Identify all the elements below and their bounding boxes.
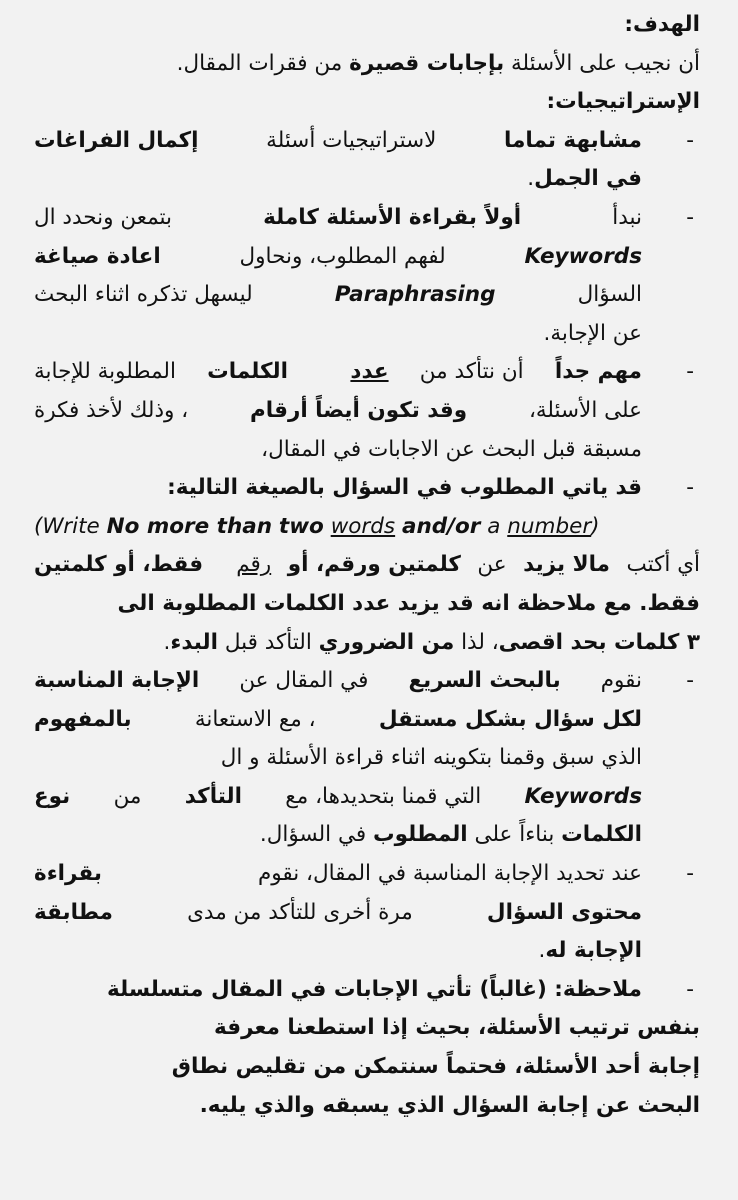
text-run-english (395, 514, 402, 539)
text-run-bold: لكل سؤال بشكل مستقل (378, 706, 642, 732)
text-run: السؤال (577, 282, 642, 308)
text-run: نبدأ (612, 204, 642, 230)
text-run-english: Keywords (524, 783, 642, 809)
text-run-bold: الإجابة له (545, 938, 642, 964)
text-run-underlined: عدد (350, 359, 389, 385)
text-run-english-underlined: words (330, 513, 396, 539)
text-run: عن الإجابة. (543, 320, 642, 346)
text-line (34, 624, 700, 663)
text-run: أن نجيب على الأسئلة (504, 50, 700, 76)
text-run-english-bold: two (278, 513, 324, 539)
strategies-list-continued (34, 662, 700, 1009)
text-run-bold: من الضروري (318, 629, 455, 655)
text-line (34, 894, 642, 933)
text-line (34, 701, 642, 740)
text-line (34, 855, 642, 894)
text-run: لفهم المطلوب، ونحاول (239, 243, 446, 269)
text-run-english: Paraphrasing (334, 282, 496, 308)
list-item (34, 469, 700, 508)
text-run-bold: محتوى السؤال (486, 899, 642, 925)
text-line (34, 353, 642, 392)
text-run-bold: أولاً بقراءة الأسئلة كاملة (263, 204, 522, 230)
text-line (34, 199, 642, 238)
text-run: عن (477, 552, 507, 578)
text-line (34, 431, 642, 470)
text-run: ، مع الاستعانة (194, 706, 316, 732)
text-run-english-bold: No more than (106, 513, 273, 539)
text-run-english: a (480, 513, 508, 539)
text-run-english: ) (591, 513, 600, 539)
english-instruction (34, 508, 700, 547)
text-run: ، لذا (454, 629, 499, 655)
text-run-bold: بالمفهوم (34, 706, 132, 732)
text-run-underlined: رقم (236, 552, 272, 578)
text-run-bold: إكمال الفراغات (34, 127, 199, 153)
text-run: التأكد قبل (218, 629, 319, 655)
text-run: عند تحديد الإجابة المناسبة في المقال، نقوم (257, 861, 642, 887)
text-run-bold: الإجابة المناسبة (34, 668, 200, 694)
bullet-dash: - (686, 976, 694, 1002)
list-item (34, 122, 700, 199)
text-run-bold: فقط. مع ملاحظة انه قد يزيد عدد الكلمات المطلوبة الى (117, 590, 700, 616)
text-run: من فقرات المقال. (176, 50, 350, 76)
note-paragraph (34, 1009, 700, 1125)
text-line (34, 778, 642, 817)
text-run: بناءاً على (467, 822, 562, 848)
text-run-bold: نوع (34, 783, 71, 809)
text-run: مسبقة قبل البحث عن الاجابات في المقال، (261, 436, 642, 462)
strategies-heading: الإستراتيجيات: (546, 89, 700, 115)
list-item (34, 971, 700, 1010)
text-run-english: (Write (34, 513, 107, 539)
text-run-bold: وقد تكون أيضاً أرقام (250, 397, 468, 423)
text-line (34, 1009, 700, 1048)
text-run-bold: بالبحث السريع (408, 668, 561, 694)
bullet-dash: - (686, 475, 694, 501)
text-run-bold: فقط، أو كلمتين (34, 552, 204, 578)
text-run: المطلوبة للإجابة (34, 359, 176, 385)
list-item (34, 855, 700, 971)
text-run-english: Keywords (524, 243, 642, 269)
text-run: مرة أخرى للتأكد من مدى (187, 899, 413, 925)
text-run: الذي سبق وقمنا بتكوينه اثناء قراءة الأسئلة و ال (220, 745, 642, 771)
text-run: بتمعن ونحدد ال (34, 204, 173, 230)
text-line (34, 160, 642, 199)
text-run: ليسهل تذكره اثناء البحث (34, 282, 253, 308)
text-line (34, 1087, 700, 1126)
text-run-bold: مطابقة (34, 899, 113, 925)
bullet-dash: - (686, 204, 694, 230)
text-run-bold: الكلمات (561, 822, 642, 848)
text-run-bold: ملاحظة: (غالباً) تأتي الإجابات في المقال متسلسلة (107, 976, 642, 1002)
text-run: مشابهة تماما (504, 127, 642, 153)
bullet-dash: - (686, 127, 694, 153)
text-line (34, 585, 700, 624)
text-run-bold: البحث عن إجابة السؤال الذي يسبقه والذي يليه. (199, 1092, 700, 1118)
text-run: في المقال عن (239, 668, 369, 694)
bullet-dash: - (686, 668, 694, 694)
text-run-bold: المطلوب (373, 822, 468, 848)
text-run-bold: كلمتين ورقم، أو (287, 552, 461, 578)
text-run-english (324, 514, 331, 539)
list-item (34, 353, 700, 469)
text-line (34, 469, 642, 508)
text-line (34, 1048, 700, 1087)
text-run-bold: قد ياتي المطلوب في السؤال بالصيغة التالية: (167, 475, 642, 501)
text-run-bold: بإجابات قصيرة (349, 50, 505, 76)
text-run-english-bold: and/or (401, 513, 481, 539)
text-line (34, 662, 642, 701)
goal-heading: الهدف: (624, 12, 700, 37)
text-run-bold: في الجمل (534, 166, 642, 192)
strategies-list (34, 122, 700, 508)
text-run-bold: مهم جداً (554, 359, 642, 385)
text-run: أي أكتب (626, 552, 700, 578)
text-run: نقوم (600, 668, 642, 694)
text-run-bold: الكلمات (207, 359, 288, 385)
text-line (34, 276, 642, 315)
text-run: ، وذلك لأخذ فكرة (34, 397, 189, 423)
text-run-bold: بقراءة (34, 861, 102, 887)
goal-text (34, 45, 700, 84)
text-run: لاستراتيجيات أسئلة (266, 127, 437, 153)
text-line (34, 971, 642, 1010)
text-run: التي قمنا بتحديدها، مع (285, 783, 482, 809)
text-run-bold: التأكد (184, 783, 242, 809)
text-run-bold: ٣ كلمات بحد اقصى (498, 629, 700, 655)
text-run-english (272, 514, 279, 539)
text-run: . (527, 166, 535, 192)
text-line (34, 816, 642, 855)
text-run: على الأسئلة، (528, 397, 642, 423)
text-line (34, 315, 642, 354)
text-line (34, 392, 642, 431)
text-run: . (538, 938, 546, 964)
list-item (34, 199, 700, 353)
text-run-bold: إجابة أحد الأسئلة، فحتماً سنتمكن من تقليص نطاق (171, 1054, 700, 1080)
text-line (34, 546, 700, 585)
text-run-bold: بنفس ترتيب الأسئلة، بحيث إذا استطعنا معرفة (214, 1015, 700, 1041)
bullet-dash: - (686, 359, 694, 385)
list-item (34, 662, 700, 855)
text-run: . (163, 629, 171, 655)
text-run: أن نتأكد من (419, 359, 524, 385)
explanation-paragraph (34, 546, 700, 662)
bullet-dash: - (686, 861, 694, 887)
text-run: من (113, 783, 142, 809)
text-run-bold: مالا يزيد (523, 552, 610, 578)
text-line (34, 238, 642, 277)
text-run: في السؤال. (259, 822, 374, 848)
text-line (34, 739, 642, 778)
text-run-bold: اعادة صياغة (34, 243, 161, 269)
text-line (34, 122, 642, 161)
text-line (34, 932, 642, 971)
text-run-english-underlined: number (507, 513, 592, 539)
text-run-bold: البدء (170, 629, 219, 655)
